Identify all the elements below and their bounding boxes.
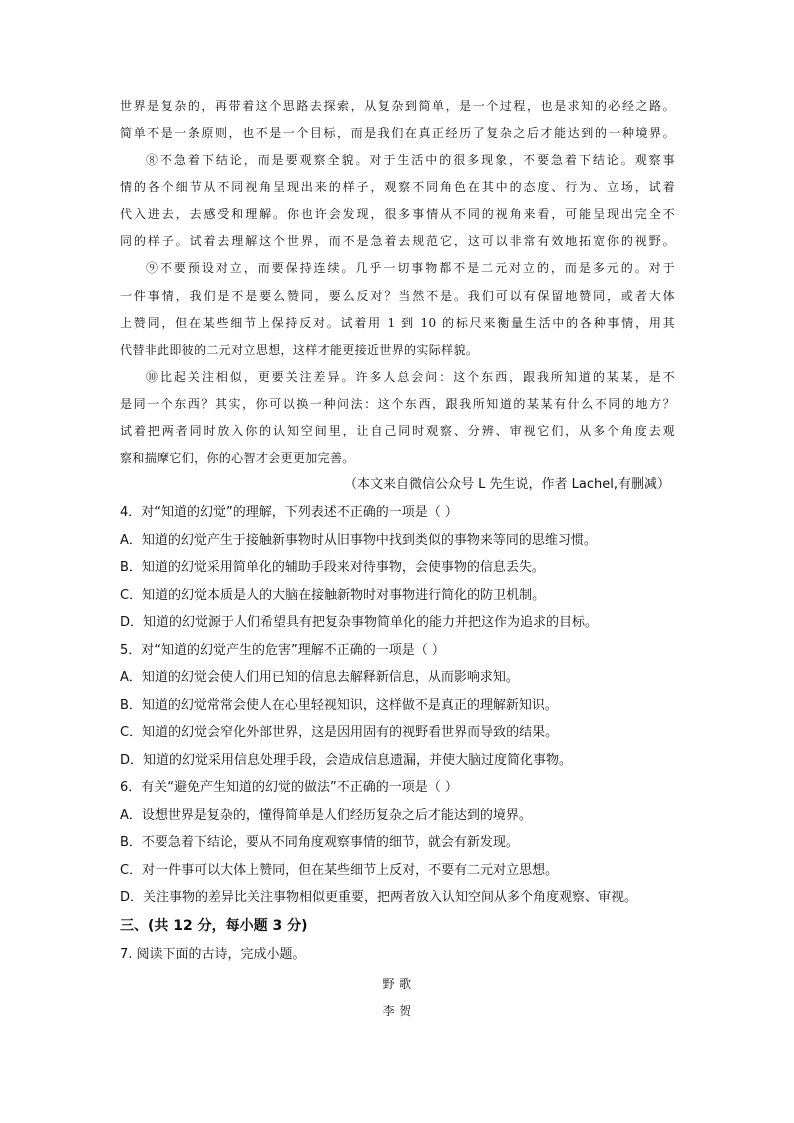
poem-author: 李 贺 (382, 1004, 412, 1018)
answer-option: D．知道的幻觉采用信息处理手段，会造成信息遗漏，并使大脑过度简化事物。 (120, 753, 573, 768)
section-heading: 三、(共 12 分，每小题 3 分) (120, 918, 308, 934)
answer-option: D．关注事物的差异比关注事物相似更重要，把两者放入认知空间从多个角度观察、审视。 (120, 890, 638, 905)
passage-line: ⑨不要预设对立，而要保持连续。几乎一切事物都不是二元对立的，而是多元的。对于 (146, 261, 675, 275)
answer-option: C．知道的幻觉会窄化外部世界，这是因用固有的视野看世界而导致的结果。 (120, 725, 559, 740)
passage-line: 代替非此即彼的二元对立思想，这样才能更接近世界的实际样貌。 (120, 343, 479, 357)
passage-line: ⑧不急着下结论，而是要观察全貌。对于生活中的很多现象，不要急着下结论。观察事 (146, 153, 675, 167)
poem-title: 野 歌 (382, 977, 412, 991)
passage-line: 同的样子。试着去理解这个世界，而不是急着去规范它，这可以非常有效地拓宽你的视野。 (120, 234, 675, 248)
passage-line: 上赞同，但在某些细节上保持反对。试着用 1 到 10 的标尺来衡量生活中的各种事情，用其 (120, 316, 675, 330)
passage-line: 世界是复杂的，再带着这个思路去探索，从复杂到简单，是一个过程，也是求知的必经之路。 (120, 99, 675, 113)
question-stem: 5．对“知道的幻觉产生的危害”理解不正确的一项是（ ） (120, 643, 445, 658)
passage-line: ⑩比起关注相似，更要关注差异。许多人总会问：这个东西，跟我所知道的某某，是不 (146, 370, 675, 384)
passage-line: 试着把两者同时放入你的认知空间里，让自己同时观察、分辨、审视它们，从多个角度去观 (120, 424, 675, 438)
source-note: （本文来自微信公众号 L 先生说，作者 Lachel,有删减） (344, 477, 670, 492)
question-stem: 7. 阅读下面的古诗，完成小题。 (120, 947, 306, 962)
passage-line: 代入进去，去感受和理解。你也许会发现，很多事情从不同的视角来看，可能呈现出完全不 (120, 207, 675, 221)
answer-option: D．知道的幻觉源于人们希望具有把复杂事物简单化的能力并把这作为追求的目标。 (120, 615, 599, 630)
passage-line: 是同一个东西？其实，你可以换一种问法：这个东西，跟我所知道的某某有什么不同的地方？ (120, 397, 675, 411)
answer-option: A．知道的幻觉会使人们用已知的信息去解释新信息，从而影响求知。 (120, 670, 519, 685)
answer-option: C．知道的幻觉本质是人的大脑在接触新物时对事物进行简化的防卫机制。 (120, 588, 546, 603)
passage-line: 简单不是一条原则，也不是一个目标，而是我们在真正经历了复杂之后才能达到的一种境界。 (120, 126, 675, 140)
answer-option: A．知道的幻觉产生于接触新事物时从旧事物中找到类似的事物来等同的思维习惯。 (120, 533, 597, 548)
question-stem: 4．对“知道的幻觉”的理解，下列表述不正确的一项是（ ） (120, 505, 458, 520)
passage-line: 一件事情，我们是不是要么赞同，要么反对？当然不是。我们可以有保留地赞同，或者大体 (120, 289, 675, 303)
answer-option: B．知道的幻觉常常会使人在心里轻视知识，这样做不是真正的理解新知识。 (120, 698, 558, 713)
passage-line: 察和揣摩它们，你的心智才会更更加完善。 (120, 451, 355, 465)
answer-option: A．设想世界是复杂的，懂得简单是人们经历复杂之后才能达到的境界。 (120, 808, 532, 823)
answer-option: B．知道的幻觉采用简单化的辅助手段来对待事物，会使事物的信息丢失。 (120, 560, 545, 575)
question-stem: 6．有关“避免产生知道的幻觉的做法”不正确的一项是（ ） (120, 780, 458, 795)
answer-option: C．对一件事可以大体上赞同，但在某些细节上反对，不要有二元对立思想。 (120, 863, 559, 878)
answer-option: B．不要急着下结论，要从不同角度观察事情的细节，就会有新发现。 (120, 835, 519, 850)
passage-line: 情的各个细节从不同视角呈现出来的样子，观察不同角色在其中的态度、行为、立场，试着 (120, 180, 675, 194)
